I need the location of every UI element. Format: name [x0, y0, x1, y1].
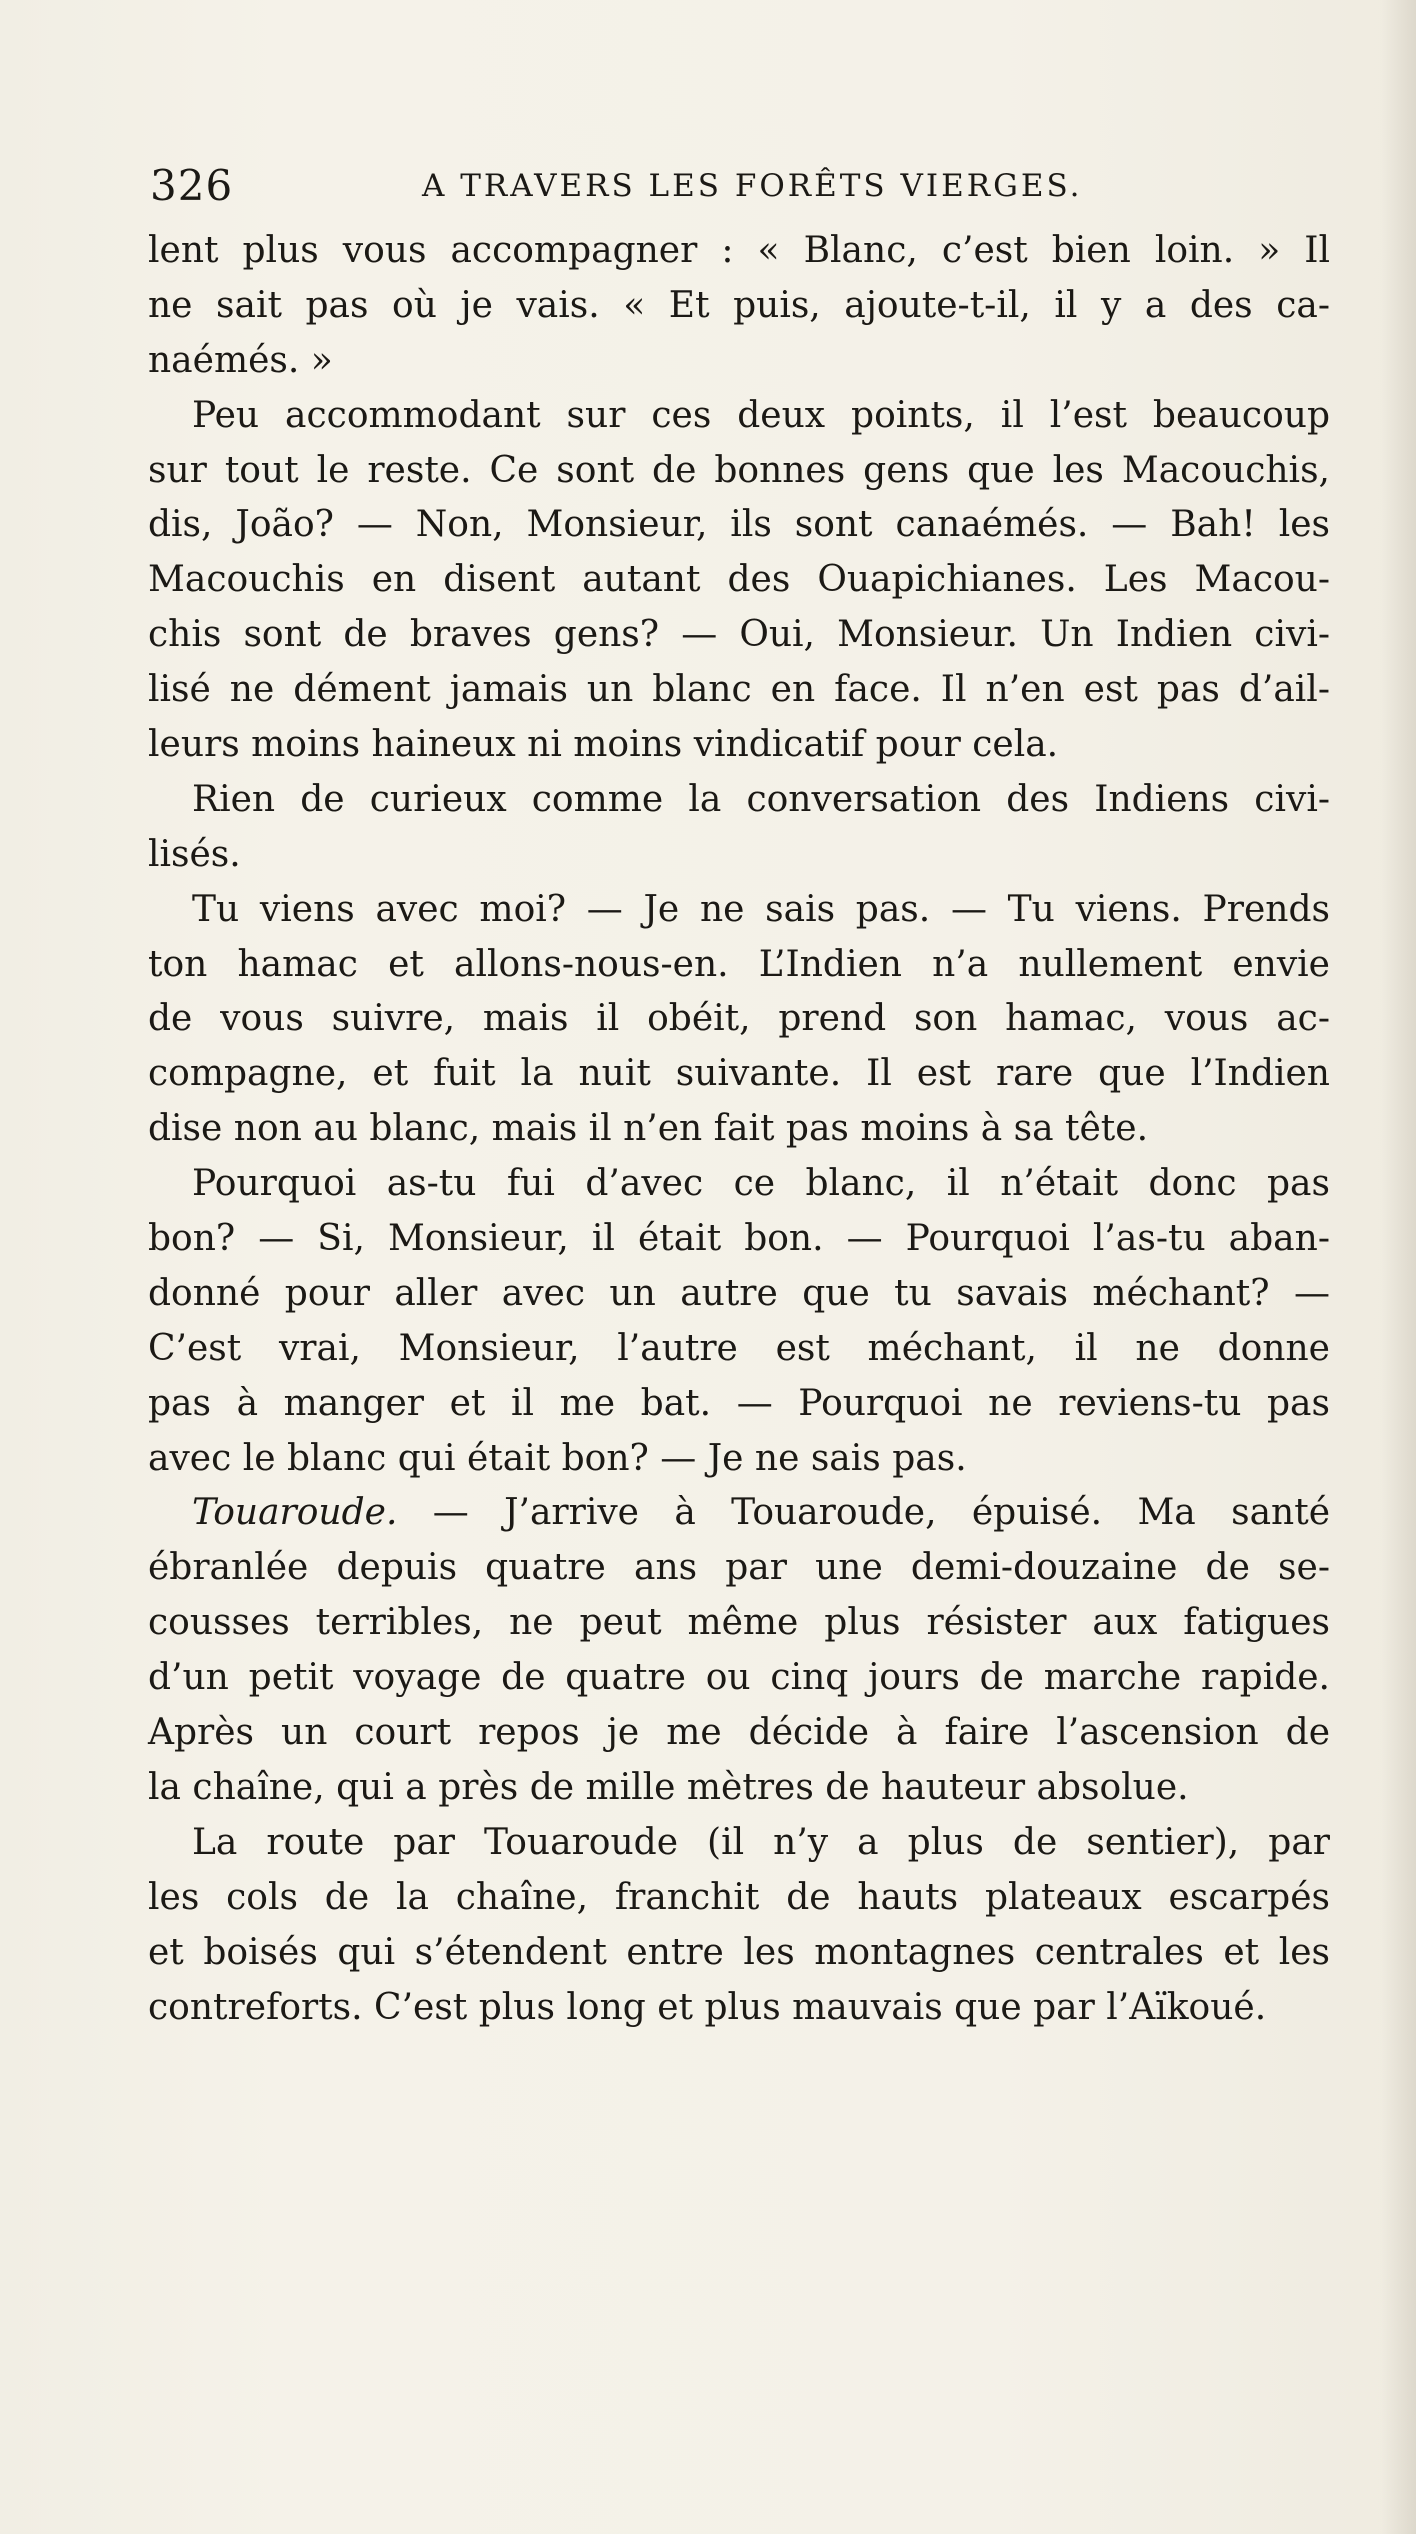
text-line: C’est vrai, Monsieur, l’autre est méchant, il ne donne: [148, 1327, 1330, 1369]
text-line: cousses terribles, ne peut même plus résister aux fatigues: [148, 1602, 1330, 1644]
text-line: ne sait pas où je vais. « Et puis, ajoute-t-il, il y a des ca-: [148, 284, 1330, 326]
page-text: [148, 224, 1330, 2334]
text-line: La route par Touaroude (il n’y a plus de sentier), par: [192, 1821, 1330, 1863]
page-number: 326: [150, 161, 234, 210]
text-line-with-heading: [148, 1486, 1330, 1541]
text-line: pas à manger et il me bat. — Pourquoi ne reviens-tu pas: [148, 1382, 1330, 1424]
text-line: compagne, et fuit la nuit suivante. Il est rare que l’Indien: [148, 1053, 1330, 1095]
running-title: A TRAVERS LES FORÊTS VIERGES.: [422, 168, 1083, 204]
text-line: la chaîne, qui a près de mille mètres de hauteur absolue.: [148, 1766, 1189, 1808]
text-line: lisé ne dément jamais un blanc en face. Il n’en est pas d’ail-: [148, 669, 1330, 711]
text-line: de vous suivre, mais il obéit, prend son hamac, vous ac-: [148, 998, 1330, 1040]
text-line: avec le blanc qui était bon? — Je ne sais pas.: [148, 1437, 967, 1479]
text-line: chis sont de braves gens? — Oui, Monsieur. Un Indien civi-: [148, 614, 1330, 656]
text-line: donné pour aller avec un autre que tu savais méchant? —: [148, 1272, 1330, 1314]
text-line: Après un court repos je me décide à faire l’ascension de: [148, 1712, 1330, 1754]
text-line: dise non au blanc, mais il n’en fait pas moins à sa tête.: [148, 1108, 1149, 1150]
text-line: Rien de curieux comme la conversation des Indiens civi-: [192, 778, 1330, 820]
text-line: contreforts. C’est plus long et plus mauvais que par l’Aïkoué.: [148, 1986, 1267, 2028]
text-line: Macouchis en disent autant des Ouapichianes. Les Macou-: [148, 559, 1330, 601]
text-line: naémés. »: [148, 339, 333, 381]
text-line: dis, João? — Non, Monsieur, ils sont canaémés. — Bah! les: [148, 504, 1330, 546]
text-line: et boisés qui s’étendent entre les montagnes centrales et les: [148, 1931, 1330, 1973]
text-line: ton hamac et allons-nous-en. L’Indien n’a nullement envie: [148, 943, 1330, 985]
text-line: les cols de la chaîne, franchit de hauts plateaux escarpés: [148, 1876, 1330, 1918]
page-header: [150, 158, 1320, 214]
text-line: sur tout le reste. Ce sont de bonnes gens que les Macouchis,: [148, 449, 1330, 491]
text-line: ébranlée depuis quatre ans par une demi-douzaine de se-: [148, 1547, 1330, 1589]
text-line: d’un petit voyage de quatre ou cinq jours de marche rapide.: [148, 1657, 1330, 1699]
text-line: Peu accommodant sur ces deux points, il l’est beaucoup: [192, 394, 1330, 436]
text-line: Tu viens avec moi? — Je ne sais pas. — Tu viens. Prends: [192, 888, 1330, 930]
section-heading: Touaroude.: [192, 1492, 398, 1534]
page-edge-shadow: [1382, 0, 1416, 2534]
text-line: leurs moins haineux ni moins vindicatif pour cela.: [148, 724, 1059, 766]
text-line: Pourquoi as-tu fui d’avec ce blanc, il n’était donc pas: [192, 1163, 1330, 1205]
text-span: — J’arrive à Touaroude, épuisé. Ma santé: [397, 1492, 1330, 1534]
text-line: lent plus vous accompagner : « Blanc, c’est bien loin. » Il: [148, 230, 1330, 271]
text-line: lisés.: [148, 833, 241, 875]
text-line: bon? — Si, Monsieur, il était bon. — Pourquoi l’as-tu aban-: [148, 1218, 1330, 1260]
